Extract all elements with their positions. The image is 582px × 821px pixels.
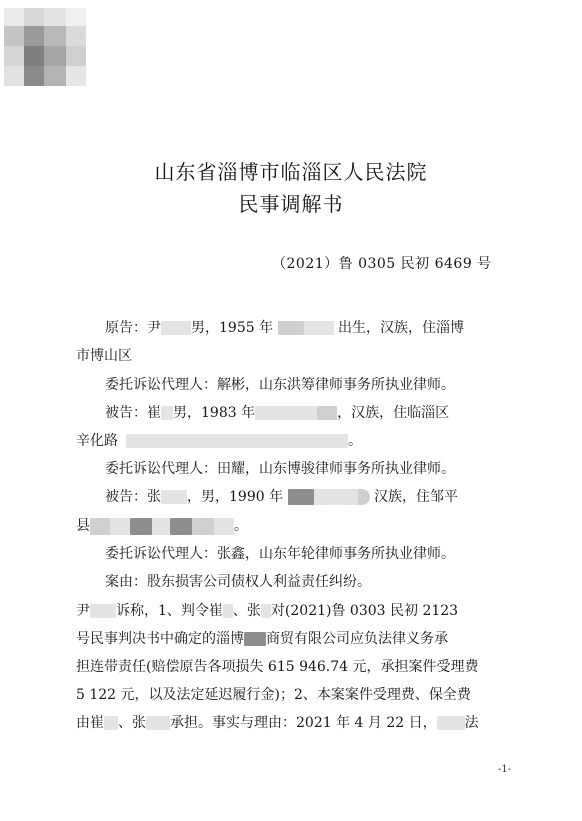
defendant1-address: 辛化路 [76, 433, 118, 449]
claim-text: 对(2021)鲁 0303 民初 2123 [270, 603, 459, 619]
document-type-title: 民事调解书 [238, 192, 344, 216]
claim-text: 尹 [76, 603, 90, 619]
claim-text: 、张 [118, 715, 146, 731]
redacted-entity [437, 716, 465, 730]
plaintiff-address-line [76, 345, 132, 365]
redacted-address [152, 518, 170, 535]
cause-of-action: 案由：股东损害公司债权人利益责任纠纷。 [105, 574, 371, 590]
redacted-birthdate [358, 489, 370, 505]
defendant2-address-line [76, 515, 248, 535]
claim-line-4: 5 122 元，以及法定延迟履行金)；2、本案案件受理费、保全费 [76, 687, 471, 703]
redacted-birthdate [278, 321, 304, 335]
redacted-address [130, 518, 152, 535]
defendant2-line [105, 486, 458, 506]
plaintiff-address: 市博山区 [76, 348, 132, 364]
claim-line-2 [76, 628, 448, 648]
redacted-name [161, 406, 173, 420]
redacted-name [223, 604, 233, 618]
defendant1-sex-birth: 男，1983 年 [173, 405, 256, 421]
redacted-birthdate [314, 489, 336, 505]
redacted-address [214, 518, 234, 535]
redacted-birthdate [317, 406, 337, 420]
redacted-name [146, 716, 170, 730]
redacted-address [170, 518, 192, 535]
redacted-address [192, 518, 214, 535]
case-number: （2021）鲁 0305 民初 6469 号 [272, 256, 492, 272]
redacted-company [244, 632, 266, 646]
defendant2-address: 县 [76, 518, 90, 534]
defendant2-sex-birth: ，男，1990 年 [187, 489, 284, 505]
plaintiff-sex-birth: 男，1955 年 [191, 320, 274, 336]
redacted-birthdate [336, 489, 358, 505]
defendant2-label: 被告： [105, 489, 147, 505]
defendant1-line [105, 402, 449, 422]
redacted-name [261, 604, 271, 618]
defendant1-label: 被告： [105, 405, 147, 421]
claim-text: 号民事判决书中确定的淄博 [76, 631, 244, 647]
claim-line-3: 担连带责任(赔偿原告各项损失 615 946.74 元，承担案件受理费 [76, 659, 479, 675]
plaintiff-ethnic-address: 出生，汉族，住淄博 [338, 320, 464, 336]
claim-text: 法 [464, 715, 479, 731]
redacted-name [161, 490, 187, 504]
redacted-birthdate [288, 489, 314, 505]
defendant1-agent: 委托诉讼代理人：田耀，山东博骏律师事务所执业律师。 [105, 461, 455, 477]
defendant1-ethnic-address: ，汉族，住临淄区 [337, 405, 450, 421]
defendant2-surname: 张 [147, 489, 161, 505]
defendant1-surname: 崔 [147, 405, 161, 421]
defendant2-agent: 委托诉讼代理人：张鑫，山东年轮律师事务所执业律师。 [105, 546, 455, 562]
defendant1-end: 。 [348, 433, 362, 449]
defendant2-ethnic-address: 汉族，住邹平 [374, 489, 458, 505]
redacted-address [90, 518, 110, 535]
claim-text: 由崔 [76, 715, 104, 731]
claim-line-5 [76, 712, 479, 732]
redacted-address [110, 518, 130, 535]
plaintiff-surname: 尹 [147, 320, 161, 336]
plaintiff-agent: 委托诉讼代理人：解彬，山东洪筹律师事务所执业律师。 [105, 377, 455, 393]
claim-text: 商贸有限公司应负法律义务承 [266, 631, 448, 647]
defendant1-address-line [76, 430, 362, 450]
claim-text: 承担。事实与理由：2021 年 4 月 22 日， [170, 715, 437, 731]
claim-line-1 [76, 600, 458, 620]
defendant2-end: 。 [234, 518, 248, 534]
redacted-birthdate [255, 406, 317, 420]
court-name: 山东省淄博市临淄区人民法院 [154, 160, 428, 184]
claim-text: 诉称，1、判令崔 [116, 603, 223, 619]
redacted-address [126, 434, 348, 448]
redacted-name [90, 604, 116, 618]
redacted-name [161, 321, 191, 335]
plaintiff-line [105, 317, 464, 337]
plaintiff-label: 原告： [105, 320, 147, 336]
page-number: -1- [498, 764, 512, 775]
claim-text: 、张 [232, 603, 261, 619]
redacted-name [104, 716, 118, 730]
redacted-birthdate [304, 321, 334, 335]
